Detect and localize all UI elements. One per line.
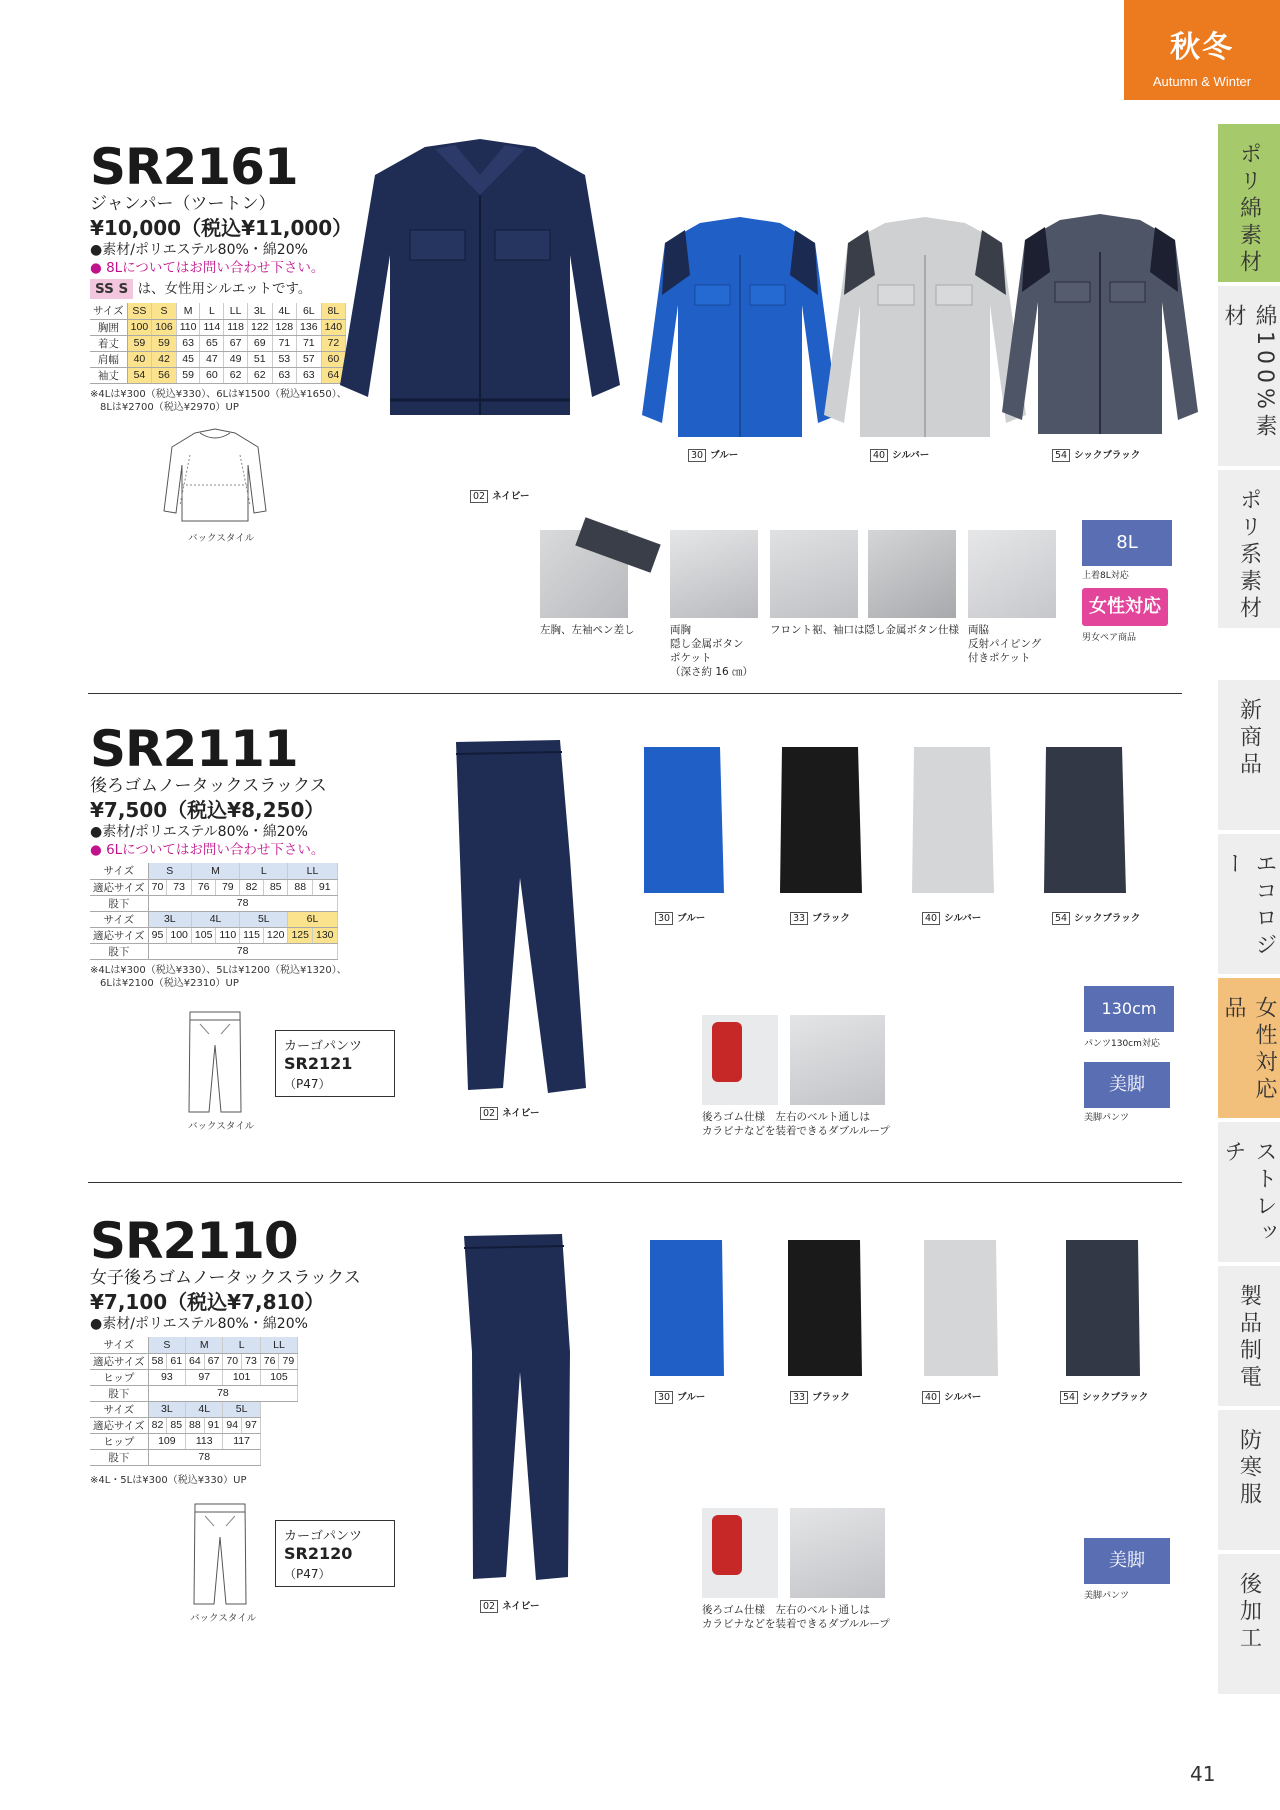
jacket-blue-image xyxy=(640,215,840,445)
color-caption-chic-black: 54 シックブラック xyxy=(1052,910,1140,925)
pants-silver-image xyxy=(910,745,995,895)
color-caption-black: 33 ブラック xyxy=(790,1389,850,1404)
product-price: ¥10,000（税込¥11,000） xyxy=(90,216,353,240)
size-table: サイズ SS S M L LL 3L 4L 6L 8L 胸囲 100 106 110 114 118 122 128 136 140 着丈 59 59 63 65 67 69 71 71 72 肩幅 40 42 45 47 49 51 53 57 60 袖丈 54 56 59 60 62 62 63 63 64 xyxy=(90,303,346,384)
product-name: 後ろゴムノータックスラックス xyxy=(90,776,327,796)
pants-chic-black-image xyxy=(1042,745,1127,895)
side-tab-postprocess[interactable]: 後加工 xyxy=(1218,1554,1280,1694)
section-divider-2 xyxy=(88,1182,1182,1183)
color-caption-blue: 30 ブルー xyxy=(688,447,738,462)
table-row: 袖丈 54 56 59 60 62 62 63 63 64 xyxy=(90,367,346,383)
season-en: Autumn & Winter xyxy=(1152,74,1252,89)
section-divider xyxy=(88,693,1182,694)
table-row: 股下 78 xyxy=(90,1449,298,1465)
detail-photo-belt-loop xyxy=(790,1015,885,1105)
pants-black-image xyxy=(784,1238,864,1378)
page-number: 41 xyxy=(1190,1762,1216,1786)
pants-chic-black-image xyxy=(1062,1238,1142,1378)
detail-photo-chest-pocket xyxy=(670,530,758,618)
price-footnote: ※4Lは¥300（税込¥330）、6Lは¥1500（税込¥1650）、 xyxy=(90,388,347,400)
pants-navy-image xyxy=(458,1232,588,1592)
pants-blue-image xyxy=(646,1238,726,1378)
pants-navy-image xyxy=(448,738,598,1103)
pants-130cm-icon: 130cm xyxy=(1084,986,1174,1032)
cargo-pants-reference[interactable]: カーゴパンツ SR2120（P47） xyxy=(275,1520,395,1587)
color-caption-navy: 02 ネイビー xyxy=(480,1598,540,1613)
back-style-caption: バックスタイル xyxy=(188,1121,255,1132)
color-caption-navy: 02 ネイビー xyxy=(480,1105,540,1120)
product-sr2161 xyxy=(90,140,352,414)
product-price: ¥7,100（税込¥7,810） xyxy=(90,1290,325,1314)
color-caption-navy: 02 ネイビー xyxy=(470,488,530,503)
back-style-jacket-sketch xyxy=(160,425,270,525)
color-caption-silver: 40 シルバー xyxy=(922,910,981,925)
side-tab-new[interactable]: 新商品 xyxy=(1218,680,1280,830)
back-style-caption: バックスタイル xyxy=(190,1613,257,1624)
back-style-caption: バックスタイル xyxy=(188,533,255,544)
product-material: ●素材/ポリエステル80%・綿20% xyxy=(90,1316,308,1332)
table-row: 股下 78 xyxy=(90,895,337,911)
product-material: ●素材/ポリエステル80%・綿20% xyxy=(90,242,308,258)
detail-caption-pen: 左胸、左袖ペン差し xyxy=(540,624,635,636)
price-footnote-2: 8Lは¥2700（税込¥2970）UP xyxy=(100,401,239,413)
back-style-pants-sketch xyxy=(190,1502,250,1607)
table-row: ヒップ 109 113 117 xyxy=(90,1433,298,1449)
detail-caption-side-pocket: 両脇 反射パイピング 付きポケット xyxy=(968,624,1042,664)
color-caption-black: 33 ブラック xyxy=(790,910,850,925)
detail-caption-hem-cuff: フロント裾、袖口は隠し金属ボタン仕様 xyxy=(770,624,959,636)
back-style-pants-sketch xyxy=(185,1010,245,1115)
side-tab-antistatic[interactable]: 製品制電 xyxy=(1218,1266,1280,1406)
product-code: SR2110 xyxy=(90,1212,298,1270)
pants-black-image xyxy=(778,745,863,895)
size-inquiry-note: ● 8Lについてはお問い合わせ下さい。 xyxy=(90,260,325,276)
size-table: サイズ S M L LL 適応サイズ 70 73 76 79 82 85 88 91 股下 78 サイズ 3L 4L 5L 6L 適応サイズ 95 100 105 110 115 120 125 130 股下 78 xyxy=(90,863,338,960)
table-row: 適応サイズ 95 100 105 110 115 120 125 130 xyxy=(90,927,337,943)
ss-chip: SS S xyxy=(90,279,133,299)
bikyaku-label: 美脚パンツ xyxy=(1084,1591,1130,1601)
ss-silhouette-note: SS S は、女性用シルエットです。 xyxy=(90,279,352,299)
price-footnote: ※4L・5Lは¥300（税込¥330）UP xyxy=(90,1474,247,1486)
table-row: 股下 78 xyxy=(90,1385,298,1401)
cargo-pants-reference[interactable]: カーゴパンツ SR2121（P47） xyxy=(275,1030,395,1097)
size-8l-icon: 8L xyxy=(1082,520,1172,566)
product-material: ●素材/ポリエステル80%・綿20% xyxy=(90,824,308,840)
size-table: サイズ S M L LL 適応サイズ 58 61 64 67 70 73 76 79 ヒップ 93 97 101 105 股下 78 サイズ 3L 4L 5L 適応サイズ 82 85 88 91 94 97 ヒップ 109 113 117 股下 78 xyxy=(90,1337,298,1466)
jacket-chic-black-image xyxy=(1000,212,1200,444)
product-name: 女子後ろゴムノータックスラックス xyxy=(90,1268,361,1288)
women-support-icon: 女性対応 xyxy=(1082,588,1168,626)
product-code: SR2161 xyxy=(90,138,298,196)
bikyaku-icon: 美脚 xyxy=(1084,1062,1170,1108)
color-caption-chic-black: 54 シックブラック xyxy=(1052,447,1140,462)
color-caption-blue: 30 ブルー xyxy=(655,1389,705,1404)
side-tab-women[interactable]: 女性対応品 xyxy=(1218,978,1280,1118)
color-caption-blue: 30 ブルー xyxy=(655,910,705,925)
pants-130cm-label: パンツ130cm対応 xyxy=(1084,1039,1160,1049)
detail-caption-rubber-back: 後ろゴム仕様 左右のベルト通しは カラビナなどを装着できるダブルループ xyxy=(702,1111,890,1137)
table-row: ヒップ 93 97 101 105 xyxy=(90,1369,298,1385)
side-tab-poly-cotton[interactable]: ポリ綿素材 xyxy=(1218,124,1280,282)
side-tab-cotton[interactable]: 綿100%素材 xyxy=(1218,286,1280,466)
product-price: ¥7,500（税込¥8,250） xyxy=(90,798,325,822)
table-row: 肩幅 40 42 45 47 49 51 53 57 60 xyxy=(90,351,346,367)
side-tab-cold[interactable]: 防寒服 xyxy=(1218,1410,1280,1550)
women-support-label: 男女ペア商品 xyxy=(1082,633,1137,643)
bikyaku-icon: 美脚 xyxy=(1084,1538,1170,1584)
table-row: 適応サイズ 82 85 88 91 94 97 xyxy=(90,1417,298,1433)
table-row: 胸囲 100 106 110 114 118 122 128 136 140 xyxy=(90,319,346,335)
product-sr2110 xyxy=(90,1214,361,1487)
color-caption-silver: 40 シルバー xyxy=(870,447,929,462)
detail-photo-front-hem xyxy=(770,530,858,618)
season-tab xyxy=(1124,0,1280,100)
jacket-navy-image xyxy=(330,135,630,425)
pants-silver-image xyxy=(920,1238,1000,1378)
product-code: SR2111 xyxy=(90,720,298,778)
carabiner-device-icon xyxy=(712,1515,742,1575)
table-row: 着丈 59 59 63 65 67 69 71 71 72 xyxy=(90,335,346,351)
product-name: ジャンパー（ツートン） xyxy=(90,194,276,214)
detail-photo-belt-loop xyxy=(790,1508,885,1598)
table-row: 適応サイズ 70 73 76 79 82 85 88 91 xyxy=(90,879,337,895)
table-row: 股下 78 xyxy=(90,943,337,959)
size-8l-label: 上着8L対応 xyxy=(1082,571,1129,581)
detail-caption-rubber-back: 後ろゴム仕様 左右のベルト通しは カラビナなどを装着できるダブルループ xyxy=(702,1604,890,1630)
carabiner-device-icon xyxy=(712,1022,742,1082)
price-footnote-2: 6Lは¥2100（税込¥2310）UP xyxy=(100,977,239,989)
price-footnote: ※4Lは¥300（税込¥330）、5Lは¥1200（税込¥1320）、 xyxy=(90,964,347,976)
pants-blue-image xyxy=(640,745,725,895)
side-tab-stretch[interactable]: ストレッチ xyxy=(1218,1122,1280,1262)
side-tab-poly[interactable]: ポリ系素材 xyxy=(1218,470,1280,628)
detail-caption-chest-pocket: 両胸 隠し金属ボタン ポケット （深さ約 16 ㎝） xyxy=(670,624,754,678)
side-tab-ecology[interactable]: エコロジー xyxy=(1218,834,1280,974)
bikyaku-label: 美脚パンツ xyxy=(1084,1113,1130,1123)
jacket-silver-image xyxy=(820,215,1030,445)
product-sr2111 xyxy=(90,722,347,990)
season-jp: 秋冬 xyxy=(1170,30,1234,65)
size-inquiry-note: ● 6Lについてはお問い合わせ下さい。 xyxy=(90,842,325,858)
detail-photo-side-pocket xyxy=(968,530,1056,618)
color-caption-silver: 40 シルバー xyxy=(922,1389,981,1404)
color-caption-chic-black: 54 シックブラック xyxy=(1060,1389,1148,1404)
table-row: 適応サイズ 58 61 64 67 70 73 76 79 xyxy=(90,1353,298,1369)
detail-photo-cuff xyxy=(868,530,956,618)
